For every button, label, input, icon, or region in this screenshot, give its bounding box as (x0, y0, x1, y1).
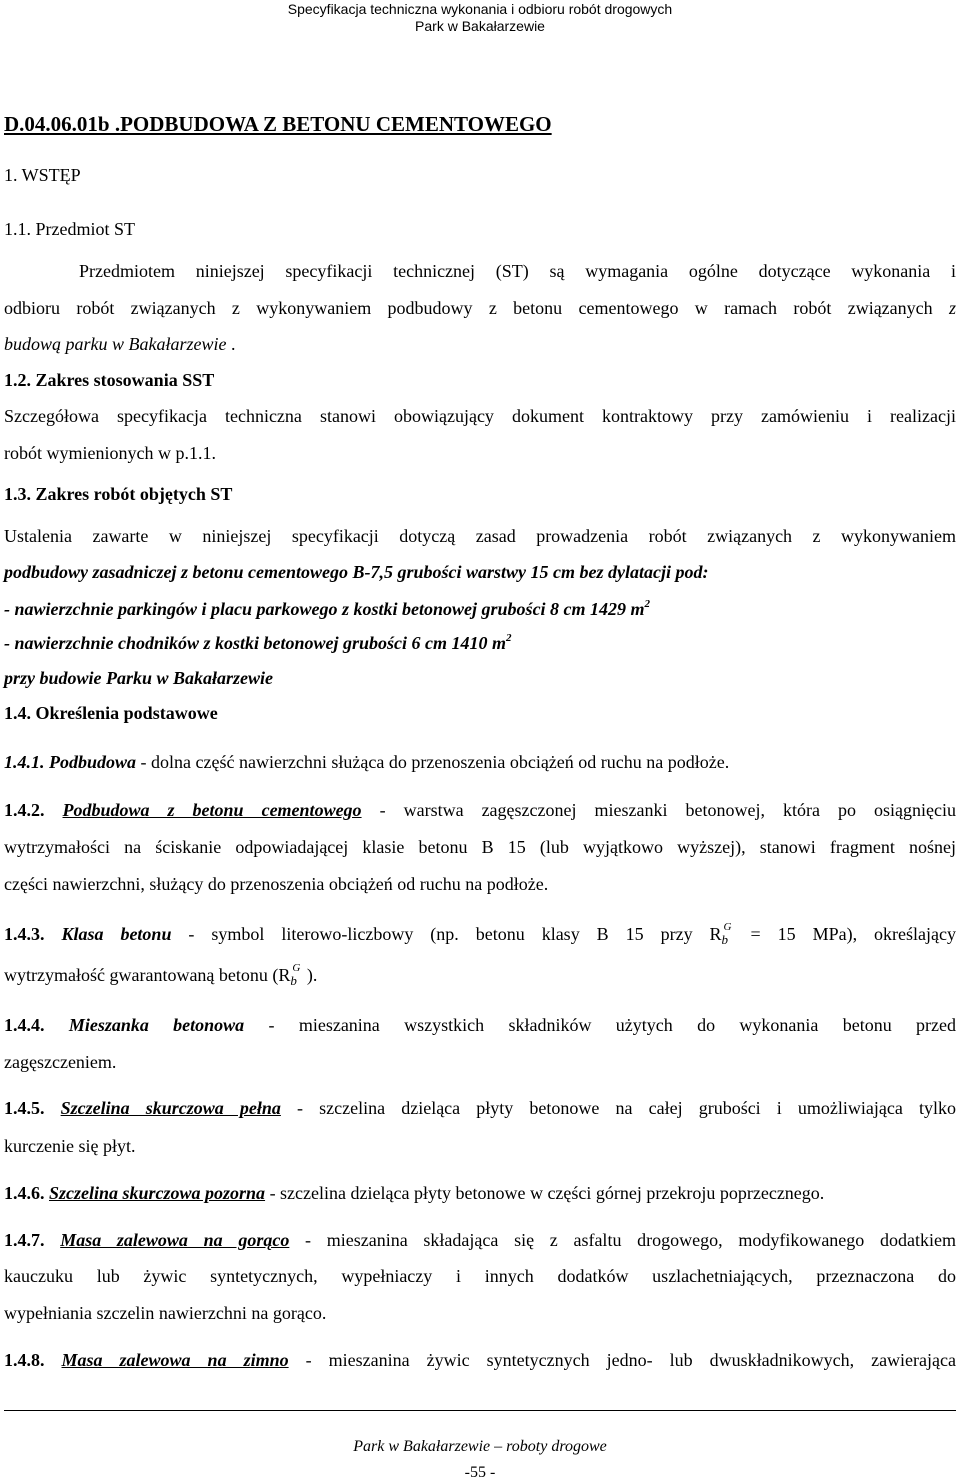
definition-number: 1.4.6. (4, 1183, 45, 1203)
definition-1-4-7-line-3: wypełniania szczelin nawierzchni na gorąco. (4, 1303, 327, 1323)
definition-1-4-1 (4, 751, 729, 773)
definition-number: 1.4.2. (4, 800, 45, 820)
definition-1-4-2 (4, 799, 956, 821)
section-1-2-line-1: Szczegółowa specyfikacja techniczna stanowi obowiązujący dokument kontraktowy przy zamówieniu i realizacji (4, 406, 956, 426)
definition-1-4-7-line-2: kauczuku lub żywic syntetycznych, wypełniaczy i innych dodatków uszlachetniających, przeznaczona do (4, 1266, 956, 1286)
symbol-index (722, 923, 734, 945)
definition-1-4-2-line-2: wytrzymałości na ściskanie odpowiadającej klasie betonu B 15 (lub wyjątkowo wyższej), stanowi fragment nośnej (4, 837, 956, 857)
definition-1-4-7 (4, 1229, 956, 1251)
footer-divider (4, 1410, 956, 1411)
definition-1-4-5 (4, 1097, 956, 1119)
definition-text: - szczelina dzieląca płyty betonowe na całej grubości i umożliwiająca tylko (280, 1098, 956, 1118)
page-number: -55 - (464, 1464, 496, 1481)
section-1-3-line-3 (4, 598, 650, 623)
symbol-subscript: b (290, 973, 297, 988)
definition-number: 1.4.3. (4, 924, 45, 944)
superscript: 2 (644, 598, 651, 610)
section-1-3-line-4 (4, 632, 512, 657)
line-text: - nawierzchnie parkingów i placu parkowego z kostki betonowej grubości 8 cm 1429 m (4, 599, 645, 619)
symbol-subscript: b (721, 932, 729, 947)
line-text: wytrzymałość gwarantowaną betonu (R (4, 965, 291, 985)
definition-number: 1.4.7. (4, 1230, 45, 1250)
definition-text: - dolna część nawierzchni służąca do przenoszenia obciążeń od ruchu na podłoże. (136, 752, 730, 772)
definition-1-4-5-line-2: kurczenie się płyt. (4, 1136, 136, 1156)
line-text: odbioru robót związanych z wykonywaniem podbudowy z betonu cementowego w ramach robót związanych (4, 298, 933, 318)
line-text: - nawierzchnie chodników z kostki betonowej grubości 6 cm 1410 m (4, 633, 507, 653)
superscript: 2 (506, 632, 512, 644)
definition-1-4-2-line-3: części nawierzchni, służący do przenoszenia obciążeń od ruchu na podłoże. (4, 874, 549, 894)
definition-term: Podbudowa (49, 752, 137, 772)
definition-text: - mieszanina składająca się z asfaltu drogowego, modyfikowanego dodatkiem (289, 1230, 956, 1250)
symbol-superscript: G (292, 962, 301, 974)
definition-term: Masa zalewowa na zimno (61, 1350, 289, 1370)
line-text-italic: budową parku w Bakałarzewie (4, 334, 227, 354)
definition-term: Szczelina skurczowa pełna (60, 1098, 281, 1118)
symbol-index (290, 964, 302, 986)
section-1-4-heading: 1.4. Określenia podstawowe (4, 703, 218, 723)
symbol-superscript: G (723, 921, 732, 933)
definition-text: - mieszanina wszystkich składników użytych do wykonania betonu przed (244, 1015, 956, 1035)
definition-number: 1.4.4. (4, 1015, 45, 1035)
section-1-1-line-1: Przedmiotem niniejszej specyfikacji technicznej (ST) są wymagania ogólne dotyczące wykonania i (79, 261, 956, 281)
running-header-subtitle: Park w Bakałarzewie (415, 18, 545, 34)
definition-text: - szczelina dzieląca płyty betonowe w części górnej przekroju poprzecznego. (265, 1183, 825, 1203)
section-1-3-line-1: Ustalenia zawarte w niniejszej specyfikacji dotyczą zasad prowadzenia robót związanych z wykonywaniem (4, 526, 956, 546)
definition-text: - mieszanina żywic syntetycznych jedno- lub dwuskładnikowych, zawierająca (288, 1350, 957, 1370)
definition-term: Podbudowa z betonu cementowego (62, 800, 362, 820)
line-text-end: ). (302, 965, 318, 985)
definition-number: 1.4.1. (4, 752, 45, 772)
definition-text-continued: = 15 MPa), określający (733, 924, 957, 944)
definition-1-4-4-line-2: zagęszczeniem. (4, 1052, 117, 1072)
section-1-3-line-5: przy budowie Parku w Bakałarzewie (4, 668, 274, 688)
definition-1-4-3 (4, 923, 956, 945)
running-header-title: Specyfikacja techniczna wykonania i odbioru robót drogowych (287, 1, 673, 17)
footer-title: Park w Bakałarzewie – roboty drogowe (353, 1438, 607, 1455)
definition-number: 1.4.5. (4, 1098, 45, 1118)
definition-text: - symbol literowo-liczbowy (np. betonu klasy B 15 przy R (171, 924, 722, 944)
section-1-1-heading: 1.1. Przedmiot ST (4, 219, 135, 239)
section-1-2-heading: 1.2. Zakres stosowania SST (4, 370, 215, 390)
line-text-italic: z (948, 298, 956, 318)
section-1-3-line-2: podbudowy zasadniczej z betonu cementowego B-7,5 grubości warstwy 15 cm bez dylatacji pod: (4, 562, 709, 582)
line-text: . (226, 334, 236, 354)
definition-term: Szczelina skurczowa pozorna (49, 1183, 266, 1203)
definition-number: 1.4.8. (4, 1350, 45, 1370)
definition-1-4-8 (4, 1349, 956, 1371)
section-1-2-line-2: robót wymienionych w p.1.1. (4, 443, 216, 463)
section-1-1-line-2 (4, 297, 956, 319)
definition-1-4-6 (4, 1182, 824, 1204)
definition-term: Masa zalewowa na gorąco (60, 1230, 290, 1250)
definition-term: Mieszanka betonowa (68, 1015, 245, 1035)
definition-text: - warstwa zagęszczonej mieszanki betonowej, która po osiągnięciu (361, 800, 956, 820)
section-1-1-line-3 (4, 333, 236, 355)
definition-term: Klasa betonu (61, 924, 172, 944)
definition-1-4-4 (4, 1014, 956, 1036)
section-1-heading: 1. WSTĘP (4, 165, 81, 185)
definition-1-4-3-line-2 (4, 964, 317, 986)
document-title: D.04.06.01b .PODBUDOWA Z BETONU CEMENTOWEGO (4, 112, 552, 136)
section-1-3-heading: 1.3. Zakres robót objętych ST (4, 484, 233, 504)
